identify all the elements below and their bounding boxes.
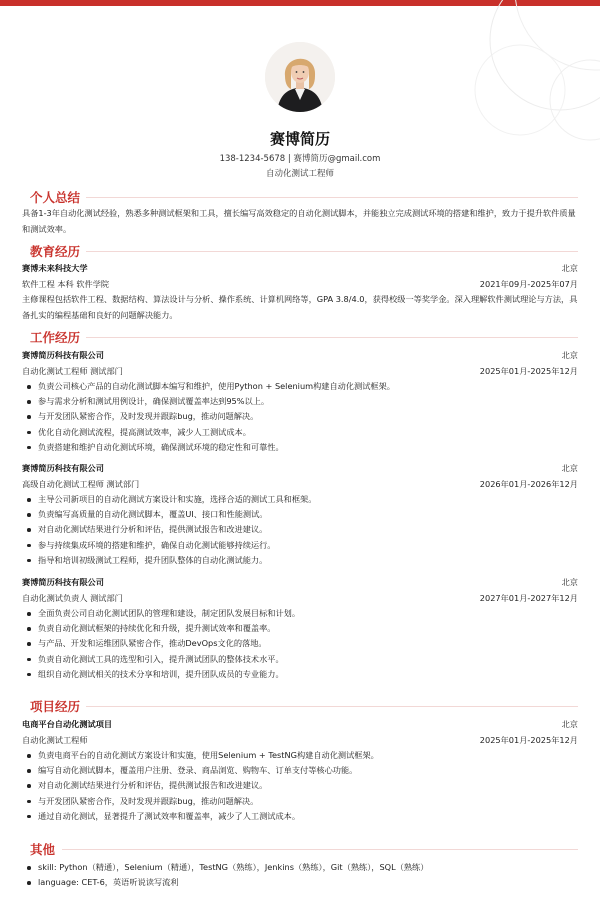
other-bullets — [22, 860, 578, 890]
list-item: 负责自动化测试框架的持续优化和升级，提升测试效率和覆盖率。 — [22, 621, 578, 636]
job-header-row — [22, 461, 578, 475]
section-divider — [62, 849, 578, 850]
section-title-work: 工作经历 — [30, 330, 81, 345]
section-divider — [86, 337, 578, 338]
job-location: 北京 — [561, 577, 578, 587]
job-bullets — [22, 606, 578, 682]
list-item: 对自动化测试结果进行分析和评估，提供测试报告和改进建议。 — [22, 778, 578, 793]
list-item: 优化自动化测试流程，提高测试效率，减少人工测试成本。 — [22, 425, 578, 440]
company-name: 赛博简历科技有限公司 — [22, 463, 104, 473]
section-title-education: 教育经历 — [30, 244, 81, 259]
section-title-other: 其他 — [30, 842, 56, 857]
job-detail-row — [22, 477, 578, 491]
list-item: 编写自动化测试脚本，覆盖用户注册、登录、商品浏览、购物车、订单支付等核心功能。 — [22, 763, 578, 778]
list-item: 指导和培训初级测试工程师，提升团队整体的自动化测试能力。 — [22, 553, 578, 568]
list-item: 主导公司新项目的自动化测试方案设计和实施，选择合适的测试工具和框架。 — [22, 492, 578, 507]
list-item: 负责编写高质量的自动化测试脚本，覆盖UI、接口和性能测试。 — [22, 507, 578, 522]
education-description: 主修课程包括软件工程、数据结构、算法设计与分析、操作系统、计算机网络等，GPA 3.8/4.0，获得校级一等奖学金。深入理解软件测试理论与方法，具备扎实的编程基础和良好的问题解决能力。 — [22, 294, 578, 320]
list-item: 负责自动化测试工具的选型和引入，提升测试团队的整体技术水平。 — [22, 652, 578, 667]
list-item: 全面负责公司自动化测试团队的管理和建设，制定团队发展目标和计划。 — [22, 606, 578, 621]
school-name: 赛博未来科技大学 — [22, 263, 88, 273]
degree-info: 软件工程 本科 软件学院 — [22, 279, 110, 289]
list-item: 参与持续集成环境的搭建和维护，确保自动化测试能够持续运行。 — [22, 538, 578, 553]
section-title-project: 项目经历 — [30, 699, 81, 714]
job-dates: 2026年01月-2026年12月 — [479, 479, 578, 489]
job-header-row — [22, 575, 578, 589]
job-header-row — [22, 348, 578, 362]
section-divider — [86, 251, 578, 252]
education-detail-row — [22, 277, 578, 291]
project-location: 北京 — [561, 719, 578, 729]
skills-item: skill: Python（精通），Selenium（精通），TestNG（熟练），Jenkins（熟练），Git（熟练），SQL（熟练） — [22, 860, 578, 875]
avatar — [265, 42, 335, 112]
education-header-row — [22, 261, 578, 275]
job-dates: 2025年01月-2025年12月 — [479, 366, 578, 376]
contact-info: 138-1234-5678 | 赛博简历@gmail.com — [219, 154, 381, 164]
company-name: 赛博简历科技有限公司 — [22, 577, 104, 587]
list-item: 对自动化测试结果进行分析和评估，提供测试报告和改进建议。 — [22, 522, 578, 537]
summary-text: 具备1-3年自动化测试经验，熟悉多种测试框架和工具，擅长编写高效稳定的自动化测试脚本，并能独立完成测试环境的搭建和维护，致力于提升软件质量和测试效率。 — [22, 208, 576, 234]
project-header-row — [22, 717, 578, 731]
list-item: 组织自动化测试相关的技术分享和培训，提升团队成员的专业能力。 — [22, 667, 578, 682]
list-item: 参与需求分析和测试用例设计，确保测试覆盖率达到95%以上。 — [22, 394, 578, 409]
job-detail-row — [22, 591, 578, 605]
job-role: 高级自动化测试工程师 测试部门 — [22, 479, 140, 489]
section-title-summary: 个人总结 — [30, 190, 81, 205]
list-item: 负责电商平台的自动化测试方案设计和实施，使用Selenium + TestNG构建自动化测试框架。 — [22, 748, 578, 763]
list-item: 与开发团队紧密合作，及时发现并跟踪bug，推动问题解决。 — [22, 794, 578, 809]
job-location: 北京 — [561, 350, 578, 360]
resume-name: 赛博简历 — [269, 130, 330, 148]
job-title: 自动化测试工程师 — [265, 169, 334, 179]
education-dates: 2021年09月-2025年07月 — [479, 279, 578, 289]
job-role: 自动化测试工程师 测试部门 — [22, 366, 123, 376]
list-item: 负责搭建和维护自动化测试环境，确保测试环境的稳定性和可靠性。 — [22, 440, 578, 455]
list-item: 通过自动化测试，显著提升了测试效率和覆盖率，减少了人工测试成本。 — [22, 809, 578, 824]
company-name: 赛博简历科技有限公司 — [22, 350, 104, 360]
project-bullets — [22, 748, 578, 824]
profile-photo-icon — [265, 42, 335, 112]
job-detail-row — [22, 364, 578, 378]
language-item: language: CET-6，英语听说读写流利 — [22, 875, 578, 890]
list-item: 与开发团队紧密合作，及时发现并跟踪bug，推动问题解决。 — [22, 409, 578, 424]
list-item: 与产品、开发和运维团队紧密合作，推动DevOps文化的落地。 — [22, 636, 578, 651]
project-role: 自动化测试工程师 — [22, 735, 88, 745]
job-dates: 2027年01月-2027年12月 — [479, 593, 578, 603]
project-name: 电商平台自动化测试项目 — [22, 719, 113, 729]
job-role: 自动化测试负责人 测试部门 — [22, 593, 123, 603]
project-detail-row — [22, 733, 578, 747]
job-location: 北京 — [561, 463, 578, 473]
section-divider — [86, 197, 578, 198]
job-bullets — [22, 379, 578, 455]
school-location: 北京 — [561, 263, 578, 273]
section-divider — [86, 706, 578, 707]
job-bullets — [22, 492, 578, 568]
project-dates: 2025年01月-2025年12月 — [479, 735, 578, 745]
list-item: 负责公司核心产品的自动化测试脚本编写和维护，使用Python + Selenium构建自动化测试框架。 — [22, 379, 578, 394]
